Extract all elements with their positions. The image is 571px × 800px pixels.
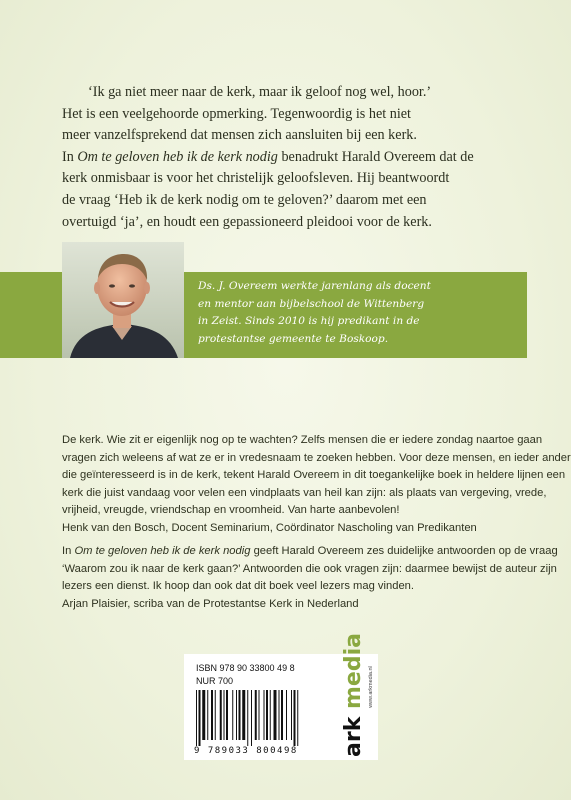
barcode-bar bbox=[220, 690, 222, 740]
intro-line: overtuigd ‘ja’, en houdt een gepassioneerd pleidooi voor de kerk. bbox=[62, 213, 432, 230]
barcode-bar bbox=[207, 690, 208, 740]
quote-attribution: Arjan Plaisier, scriba van de Protestantse Kerk in Nederland bbox=[62, 597, 359, 610]
quote-line: ‘Waarom zou ik naar de kerk gaan?’ Antwoorden die ook vragen zijn: daarmee bewijst de auteur zijn bbox=[62, 562, 557, 575]
barcode-bar bbox=[270, 690, 271, 740]
intro-text bbox=[62, 82, 482, 233]
quote-line bbox=[62, 543, 558, 561]
barcode-bar bbox=[259, 690, 260, 740]
barcode-digits: 9 789033 800498 bbox=[194, 746, 298, 756]
barcode-image bbox=[192, 690, 332, 748]
barcode-bar bbox=[211, 690, 213, 740]
isbn-block bbox=[196, 662, 295, 688]
barcode-bar bbox=[251, 690, 252, 746]
quote-line-prefix: In bbox=[62, 545, 72, 557]
quote-line: vrijheid, vreugde, vriendschap en vroomheid. Van harte aanbevolen! bbox=[62, 504, 400, 517]
intro-line: meer vanzelfsprekend dat mensen zich aansluiten bij een kerk. bbox=[62, 127, 417, 144]
barcode-box bbox=[184, 633, 378, 760]
publisher-logo bbox=[338, 633, 370, 757]
barcode-bar bbox=[255, 690, 257, 740]
barcode-bar bbox=[286, 690, 287, 740]
endorsement-1 bbox=[62, 432, 571, 538]
quote-line: De kerk. Wie zit er eigenlijk nog op te wachten? Zelfs mensen die er iedere zondag naartoe gaan bbox=[62, 434, 543, 446]
author-bio bbox=[198, 278, 498, 348]
quote-line-rest: geeft Harald Overeem zes duidelijke antwoorden op de vraag bbox=[253, 545, 558, 557]
intro-line: Het is een veelgehoorde opmerking. Tegenwoordig is het niet bbox=[62, 105, 411, 122]
nur-code: NUR 700 bbox=[196, 676, 234, 686]
barcode-bar bbox=[274, 690, 277, 740]
quote-line: kerk die juist vandaag voor velen een vindplaats van heil kan zijn: als plaats van vergeving, vrede, bbox=[62, 486, 547, 499]
barcode-bar bbox=[247, 690, 248, 746]
publisher-logo-text bbox=[339, 633, 369, 757]
quote-line: die geïnteresseerd is in de kerk, tekent Harald Overeem in dit toegankelijke boek in heldere lijnen een bbox=[62, 469, 566, 482]
endorsement-2 bbox=[62, 543, 558, 613]
intro-line-rest: benadrukt Harald Overeem dat de bbox=[281, 148, 474, 165]
barcode-bar bbox=[215, 690, 216, 740]
barcode-bar bbox=[239, 690, 241, 740]
quote-line: vragen zich weleens af wat ze er in vredesnaam te zoeken hebben. Voor deze mensen, en ieder ander bbox=[62, 451, 571, 464]
barcode-bar bbox=[226, 690, 228, 740]
barcode-bar bbox=[199, 690, 201, 746]
author-photo bbox=[62, 242, 184, 358]
intro-line: ‘Ik ga niet meer naar de kerk, maar ik geloof nog wel, hoor.’ bbox=[88, 84, 432, 100]
intro-line: de vraag ‘Heb ik de kerk nodig om te geloven?’ daarom met een bbox=[62, 191, 427, 208]
bio-line: en mentor aan bijbelschool de Wittenberg bbox=[198, 297, 425, 310]
book-title: Om te geloven heb ik de kerk nodig bbox=[74, 545, 251, 557]
intro-line bbox=[62, 147, 482, 169]
publisher-url: www.arkmedia.nl bbox=[368, 666, 374, 708]
book-title: Om te geloven heb ik de kerk nodig bbox=[77, 148, 278, 165]
quote-attribution: Henk van den Bosch, Docent Seminarium, Coördinator Nascholing van Predikanten bbox=[62, 521, 477, 534]
barcode-bar bbox=[279, 690, 280, 740]
author-photo-image bbox=[62, 242, 184, 358]
logo-ark: ark bbox=[341, 716, 366, 757]
barcode-bar bbox=[294, 690, 296, 746]
barcode-bar bbox=[281, 690, 283, 740]
barcode-bar bbox=[242, 690, 245, 740]
intro-line-prefix: In bbox=[62, 148, 74, 165]
quote-line: lezers een dienst. Ik hoop dan ook dat dit boek veel lezers mag vinden. bbox=[62, 580, 415, 593]
logo-media: media bbox=[341, 633, 366, 709]
barcode-bar bbox=[291, 690, 292, 740]
barcode-bar bbox=[202, 690, 205, 740]
bio-line: in Zeist. Sinds 2010 is hij predikant in de bbox=[198, 315, 420, 328]
bio-line: Ds. J. Overeem werkte jarenlang als docent bbox=[198, 280, 431, 292]
barcode-bar bbox=[266, 690, 268, 740]
intro-line: kerk onmisbaar is voor het christelijk geloofsleven. Hij beantwoordt bbox=[62, 170, 450, 187]
bio-line: protestantse gemeente te Boskoop. bbox=[198, 332, 389, 345]
barcode-bar bbox=[224, 690, 225, 740]
isbn-number: ISBN 978 90 33800 49 8 bbox=[196, 663, 295, 673]
barcode-bar bbox=[264, 690, 265, 740]
barcode-bar bbox=[297, 690, 298, 746]
barcode-bar bbox=[232, 690, 233, 740]
barcode-bar bbox=[236, 690, 237, 740]
barcode-bar bbox=[196, 690, 197, 746]
